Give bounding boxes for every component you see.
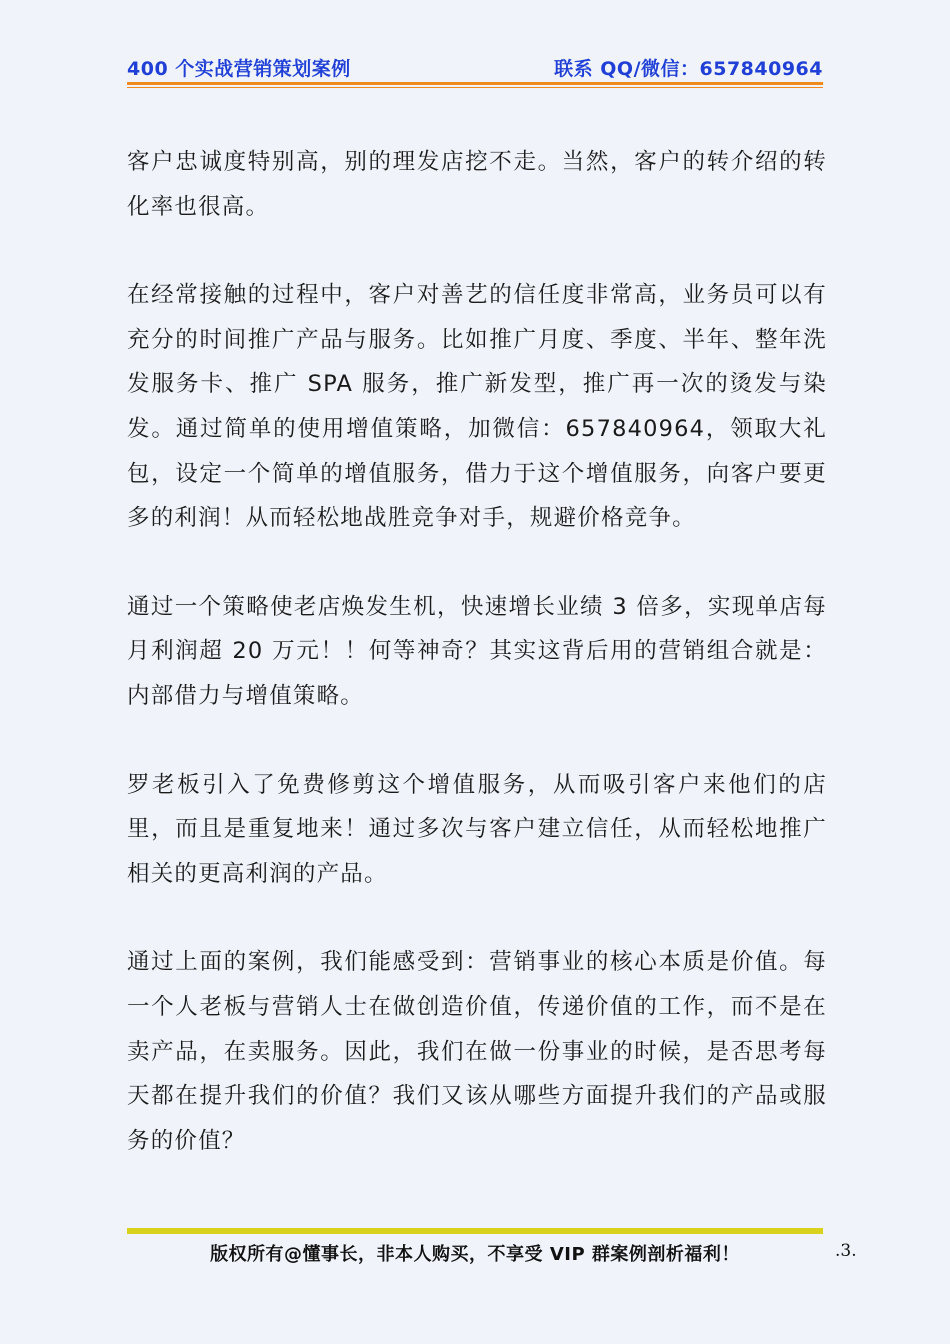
page-header [127,54,823,80]
paragraph: 通过一个策略使老店焕发生机，快速增长业绩 3 倍多，实现单店每月利润超 20 万元！！何等神奇？其实这背后用的营销组合就是：内部借力与增值策略。 [127,593,827,709]
header-title: 400 个实战营销策划案例 [127,58,351,80]
footer-copyright: 版权所有@懂事长，非本人购买，不享受 VIP 群案例剖析福利！ [210,1244,740,1265]
paragraph: 通过上面的案例，我们能感受到：营销事业的核心本质是价值。每一个人老板与营销人士在做创造价值，传递价值的工作，而不是在卖产品，在卖服务。因此，我们在做一份事业的时候，是否思考每天都在提升我们的价值？我们又该从哪些方面提升我们的产品或服务的价值？ [127,949,827,1154]
header-contact: 联系 QQ/微信：657840964 [554,58,823,80]
header-divider [127,82,823,85]
paragraph: 客户忠诚度特别高，别的理发店挖不走。当然，客户的转介绍的转化率也很高。 [127,149,827,220]
document-body [127,140,827,1207]
paragraph: 罗老板引入了免费修剪这个增值服务，从而吸引客户来他们的店里，而且是重复地来！通过多次与客户建立信任，从而轻松地推广相关的更高利润的产品。 [127,771,827,887]
header-divider-thin [127,87,823,88]
page-number: .3. [835,1241,857,1261]
footer-divider [127,1228,823,1234]
paragraph: 在经常接触的过程中，客户对善艺的信任度非常高，业务员可以有充分的时间推广产品与服务。比如推广月度、季度、半年、整年洗发服务卡、推广 SPA 服务，推广新发型，推广再一次的烫发与染发。通过简单的使用增值策略，加微信：657840964，领取大礼包，设定一个简单的增值服务，借力于这个增值服务，向客户要更多的利润！从而轻松地战胜竞争对手，规避价格竞争。 [127,282,827,532]
